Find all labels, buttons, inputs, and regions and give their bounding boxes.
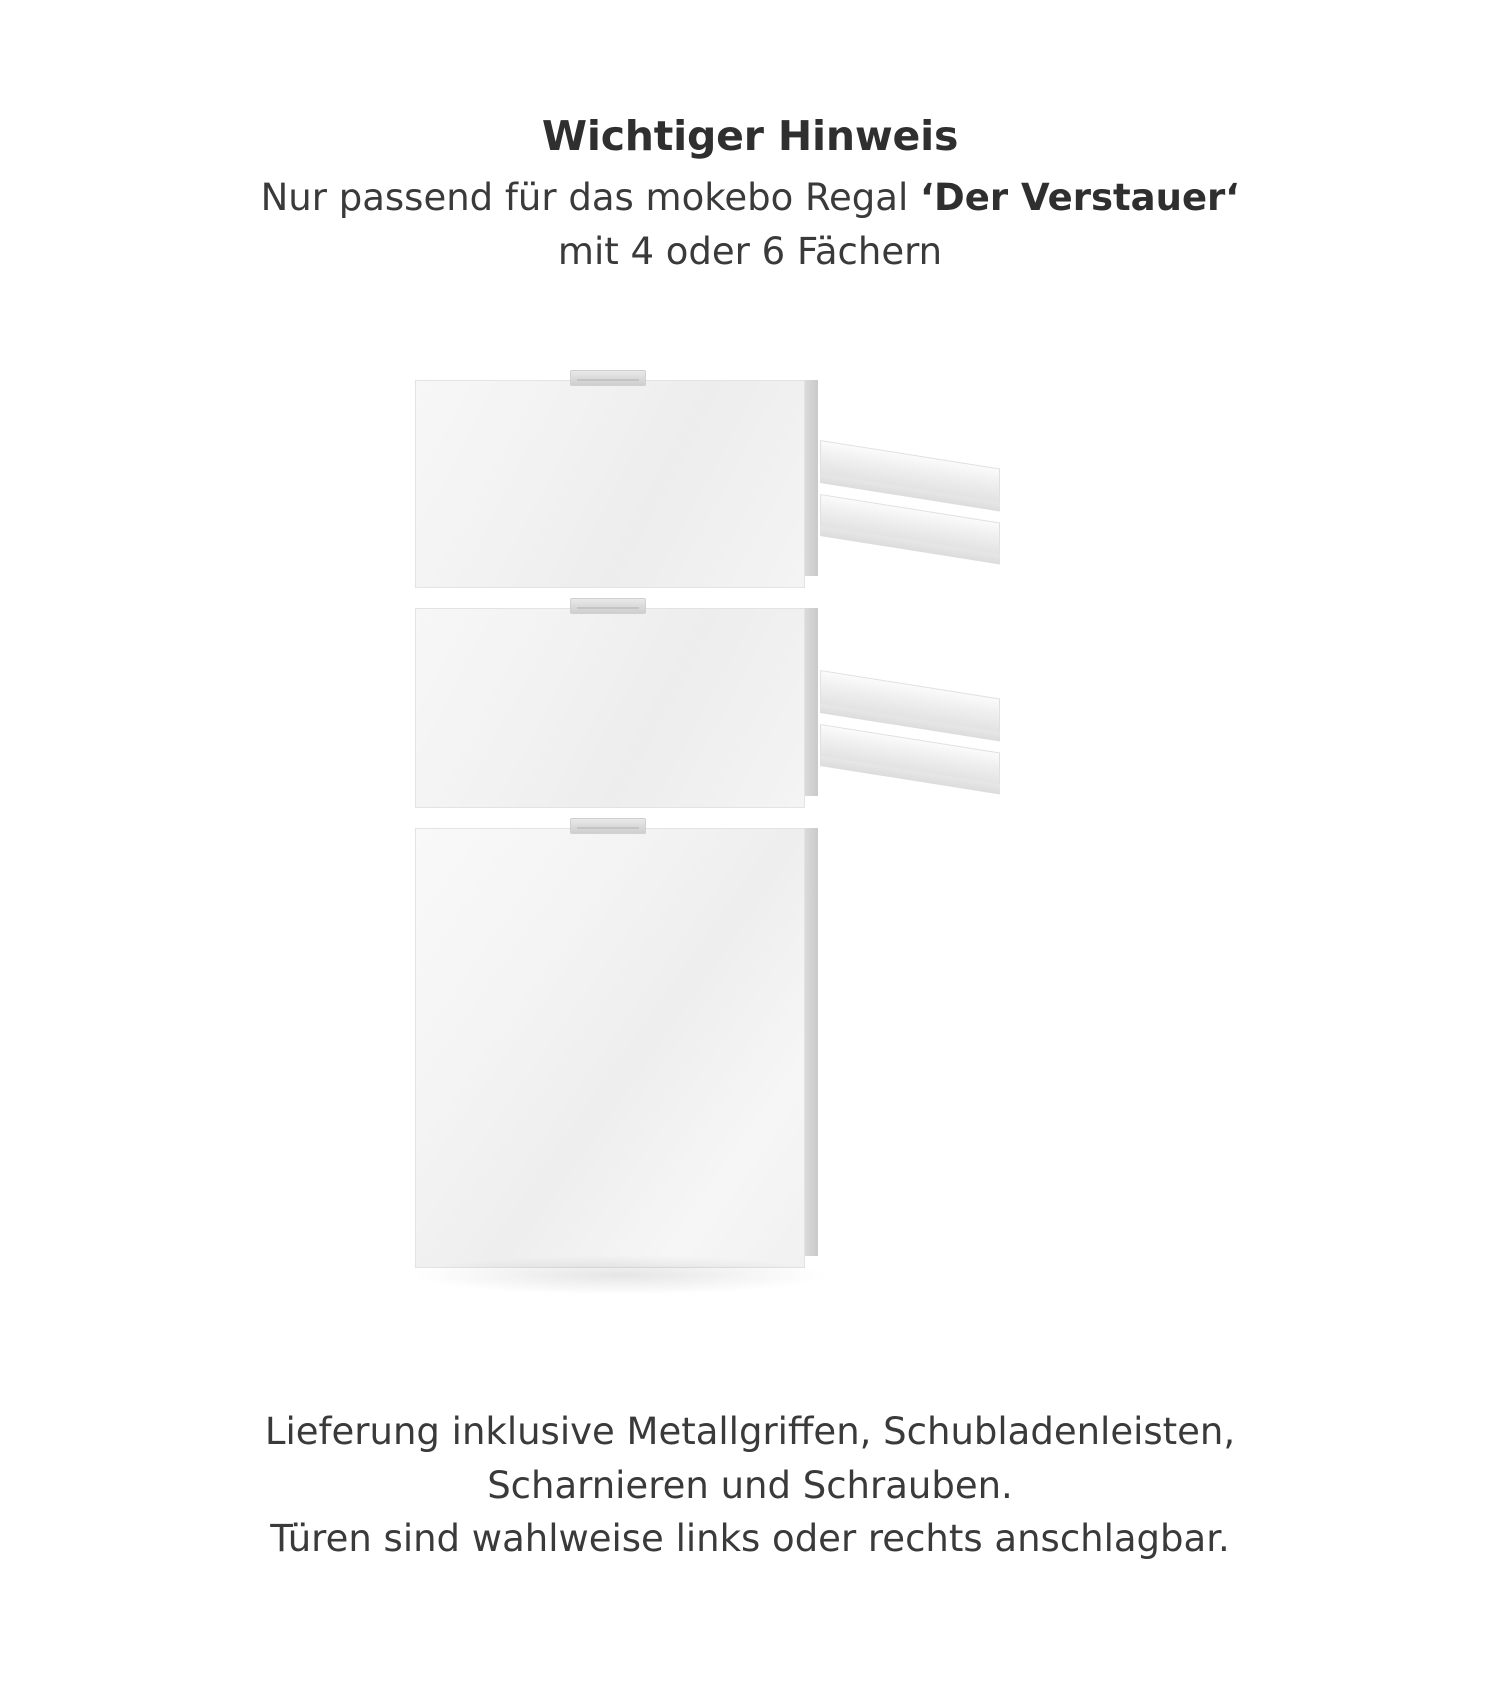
drawer-front-top-face (415, 380, 805, 588)
notice-line-1 (0, 171, 1500, 225)
notice-title: Wichtiger Hinweis (541, 112, 959, 160)
notice-line-2: mit 4 oder 6 Fächern (557, 229, 943, 273)
drawer-front-middle-face (415, 608, 805, 808)
product-illustration (380, 370, 1080, 1300)
handle-groove-middle (577, 607, 639, 609)
delivery-info-line-2: Scharnieren und Schrauben. (487, 1463, 1013, 1507)
product-ground-shadow (410, 1255, 830, 1295)
metal-handle-middle[interactable] (570, 598, 646, 614)
handle-groove-bottom (577, 827, 639, 829)
important-notice (0, 112, 1500, 278)
drawer-front-middle-edge (804, 608, 818, 796)
door-front-bottom-edge (804, 828, 818, 1256)
handle-groove-top (577, 379, 639, 381)
notice-line-1-prefix: Nur passend für das mokebo Regal (260, 176, 920, 220)
door-front-bottom-face (415, 828, 805, 1268)
drawer-front-top-edge (804, 380, 818, 576)
notice-line-1-strong: ‘Der Verstauer‘ (920, 176, 1240, 220)
delivery-info-line-3: Türen sind wahlweise links oder rechts anschlagbar. (270, 1517, 1230, 1561)
delivery-info (0, 1405, 1500, 1566)
metal-handle-top[interactable] (570, 370, 646, 386)
metal-handle-bottom[interactable] (570, 818, 646, 834)
delivery-info-line-1: Lieferung inklusive Metallgriffen, Schubladenleisten, (264, 1410, 1236, 1453)
